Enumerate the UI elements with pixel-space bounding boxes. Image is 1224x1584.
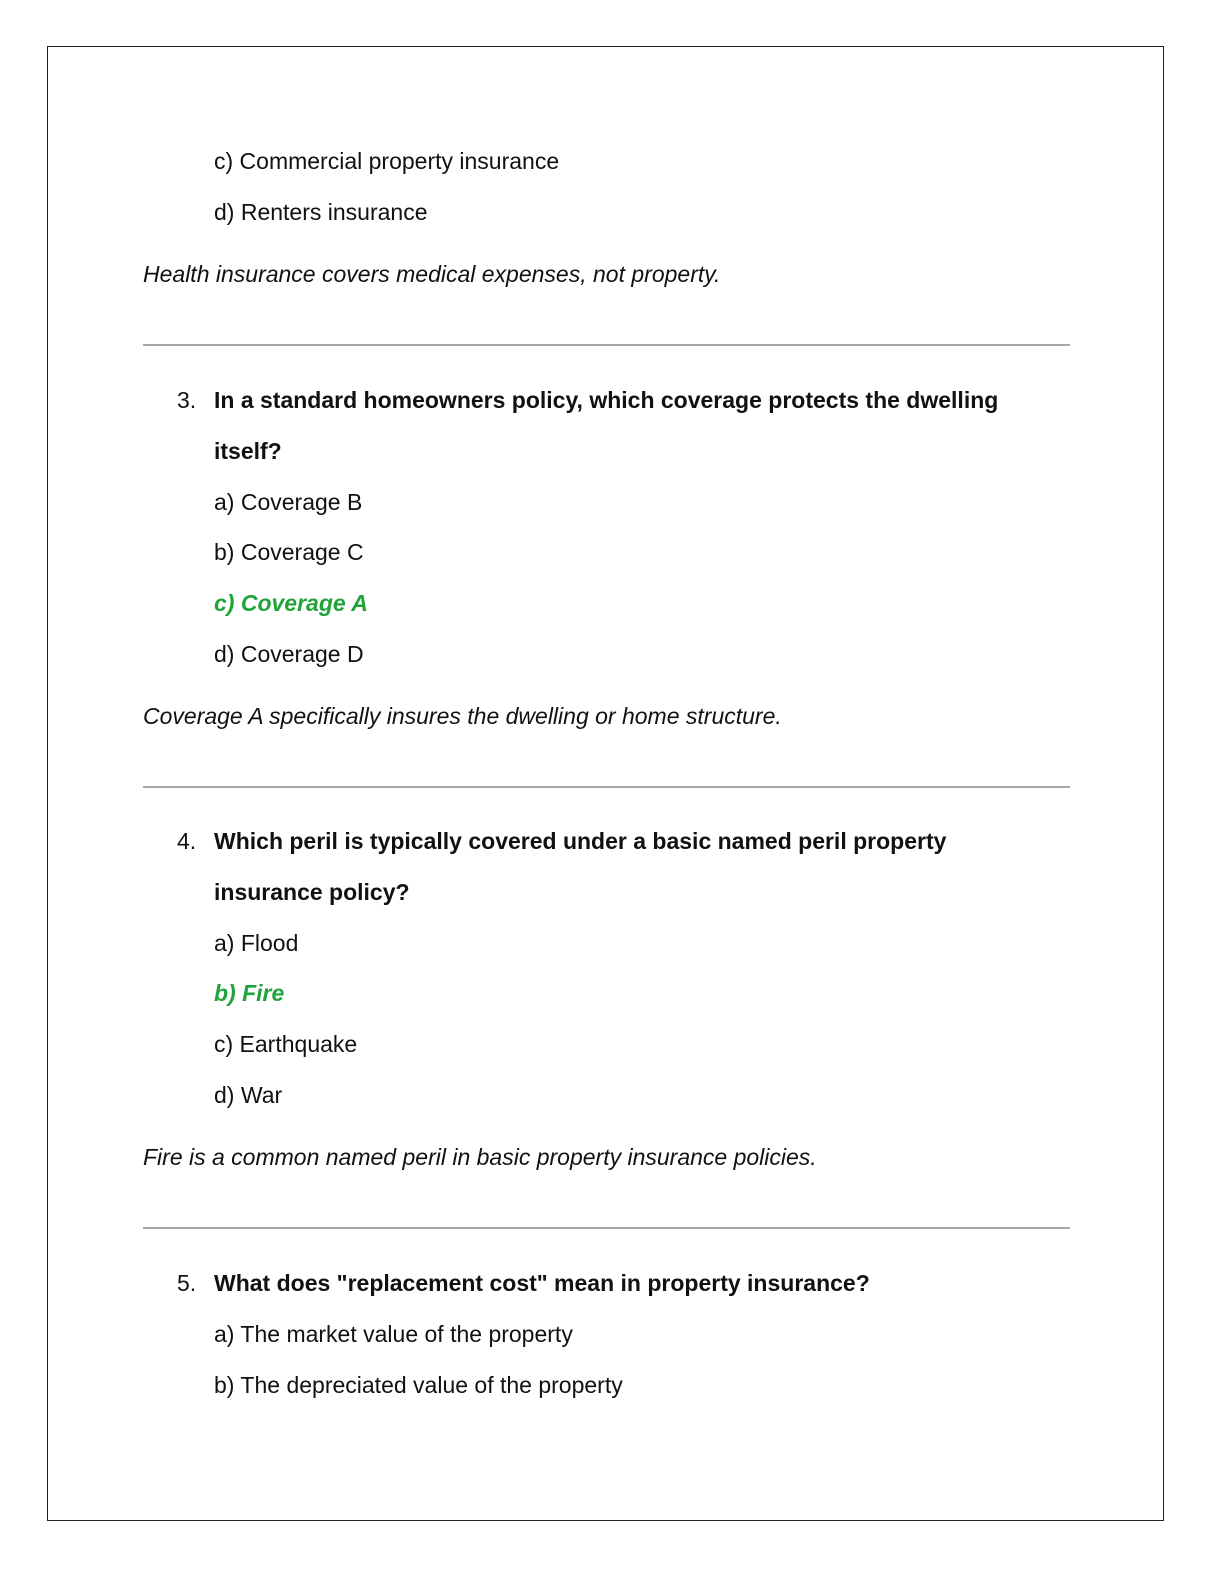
- question-text-continued: insurance policy?: [214, 879, 410, 905]
- explanation: Coverage A specifically insures the dwelling or home structure.: [143, 703, 782, 729]
- option-c: c) Earthquake: [214, 1031, 358, 1057]
- divider: [143, 786, 1070, 788]
- option-a: a) Flood: [214, 930, 299, 956]
- question-text-continued: itself?: [214, 438, 282, 464]
- question-number: 3.: [177, 387, 197, 413]
- divider: [143, 1227, 1070, 1229]
- question-text: Which peril is typically covered under a basic named peril property: [214, 828, 947, 854]
- option-d: d) Renters insurance: [214, 199, 428, 225]
- option-d: d) Coverage D: [214, 641, 364, 667]
- option-b: b) The depreciated value of the property: [214, 1372, 623, 1398]
- option-a: a) Coverage B: [214, 489, 363, 515]
- explanation: Fire is a common named peril in basic property insurance policies.: [143, 1144, 817, 1170]
- option-c-correct: c) Coverage A: [214, 590, 368, 616]
- question-text: In a standard homeowners policy, which coverage protects the dwelling: [214, 387, 999, 413]
- option-d: d) War: [214, 1082, 283, 1108]
- question-text: What does "replacement cost" mean in property insurance?: [214, 1270, 870, 1296]
- option-b: b) Coverage C: [214, 539, 364, 565]
- divider: [143, 344, 1070, 346]
- option-b-correct: b) Fire: [214, 980, 285, 1006]
- question-number: 5.: [177, 1270, 197, 1296]
- question-number: 4.: [177, 828, 197, 854]
- explanation: Health insurance covers medical expenses, not property.: [143, 261, 721, 287]
- option-a: a) The market value of the property: [214, 1321, 573, 1347]
- option-c: c) Commercial property insurance: [214, 148, 560, 174]
